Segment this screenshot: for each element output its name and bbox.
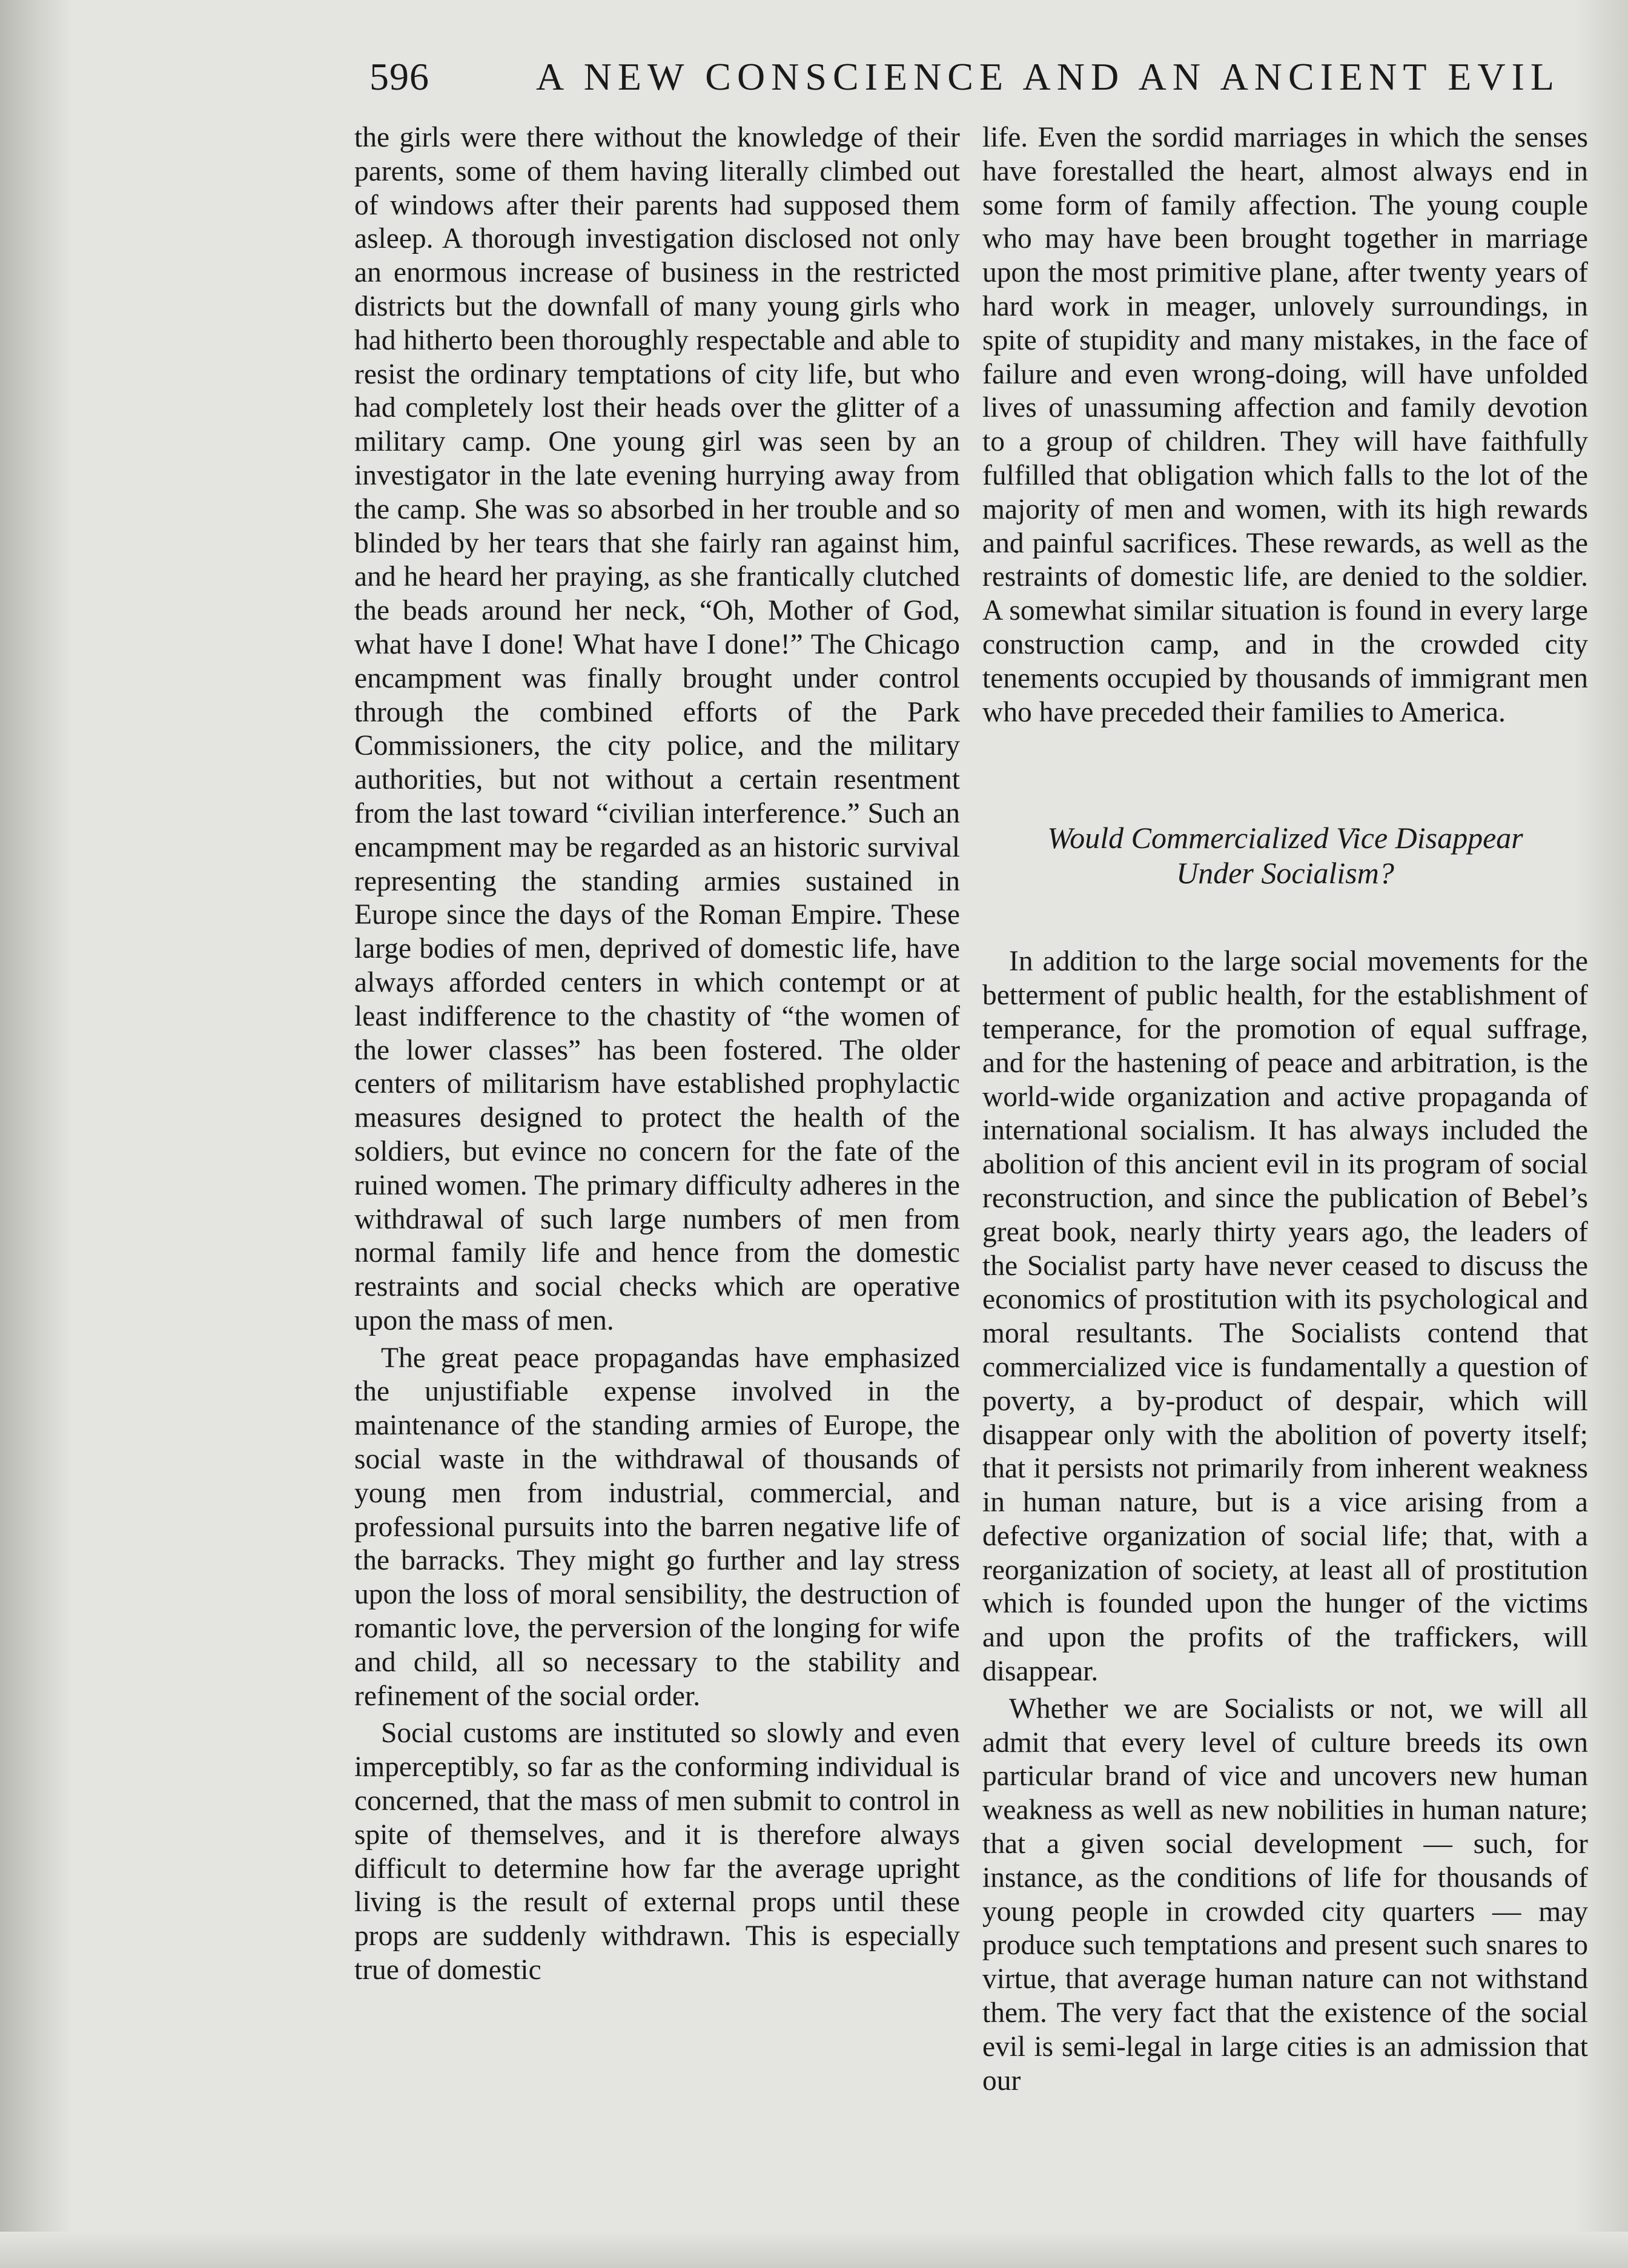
running-header xyxy=(369,50,1560,104)
running-title: A NEW CONSCIENCE AND AN ANCIENT EVIL xyxy=(536,55,1560,98)
left-column xyxy=(354,121,960,1988)
left-paragraph-1: the girls were there without the knowledge of their parents, some of them having literally climbed out of windows after their parents had supposed them asleep. A thorough investigation disclosed not only an enormous increase of business in the restricted districts but the downfall of many young girls who had hitherto been thoroughly respectable and able to resist the ordinary temptations of city life, but who had completely lost their heads over the glitter of a military camp. One young girl was seen by an investigator in the late evening hurrying away from the camp. She was so absorbed in her trouble and so blinded by her tears that she fairly ran against him, and he heard her praying, as she frantically clutched the beads around her neck, “Oh, Mother of God, what have I done! What have I done!” The Chicago encampment was finally brought under control through the combined efforts of the Park Commissioners, the city police, and the military authorities, but not without a certain resentment from the last toward “civilian interference.” Such an encampment may be regarded as an historic survival representing the standing armies sustained in Europe since the days of the Roman Empire. These large bodies of men, deprived of domestic life, have always afforded centers in which contempt or at least indifference to the chastity of “the women of the lower classes” has been fostered. The older centers of militarism have established prophylactic measures designed to protect the health of the soldiers, but evince no concern for the fate of the ruined women. The primary difficulty adheres in the withdrawal of such large numbers of men from normal family life and hence from the domestic restraints and social checks which are operative upon the mass of men. xyxy=(354,122,960,1336)
section-heading-line-2: Under Socialism? xyxy=(1176,856,1394,890)
left-paragraph-3: Social customs are instituted so slowly and even imperceptibly, so far as the conforming individual is concerned, that the mass of men submit to control in spite of themselves, and it is therefore always difficult to determine how far the average upright living is the result of external props until these props are suddenly withdrawn. This is especially true of domestic xyxy=(354,1717,960,1986)
section-heading xyxy=(982,820,1588,890)
page-number: 596 xyxy=(369,55,429,98)
right-paragraph-2: In addition to the large social movements for the betterment of public health, for the establishment of temperance, for the promotion of equal suffrage, and for the hastening of peace and arbitration, is the world-wide organization and active propaganda of international socialism. It has always included the abolition of this ancient evil in its program of social reconstruction, and since the publication of Bebel’s great book, nearly thirty years ago, the leaders of the Socialist party have never ceased to discuss the economics of prostitution with its psychological and moral resultants. The Socialists contend that commercialized vice is fundamentally a question of poverty, a by-product of despair, which will disappear only with the abolition of poverty itself; that it persists not primarily from inherent weakness in human nature, but is a vice arising from a defective organization of social life; that, with a reorganization of society, at least all of prostitution which is founded upon the hunger of the victims and upon the profits of the traffickers, will disappear. xyxy=(982,946,1588,1688)
right-paragraph-1: life. Even the sordid marriages in which the senses have forestalled the heart, almost always end in some form of family affection. The young couple who may have been brought together in marriage upon the most primitive plane, after twenty years of hard work in meager, unlovely surroundings, in spite of stupidity and many mistakes, in the face of failure and even wrong-doing, will have unfolded lives of unassuming affection and family devotion to a group of children. They will have faithfully fulfilled that obligation which falls to the lot of the majority of men and women, with its high rewards and painful sacrifices. These rewards, as well as the restraints of domestic life, are denied to the soldier. A somewhat similar situation is found in every large construction camp, and in the crowded city tenements occupied by thousands of immigrant men who have preceded their families to America. xyxy=(982,122,1588,728)
section-heading-line-1: Would Commercialized Vice Disappear xyxy=(1047,821,1523,855)
page-edge-shadow-bottom xyxy=(0,2232,1628,2268)
page-edge-shadow-left xyxy=(0,0,73,2268)
right-paragraph-3: Whether we are Socialists or not, we will all admit that every level of culture breeds its own particular brand of vice and uncovers new human weakness as well as new nobilities in human nature; that a given social development — such, for instance, as the conditions of life for thousands of young people in crowded city quarters — may produce such temptations and present such snares to virtue, that average human nature can not withstand them. The very fact that the existence of the social evil is semi-legal in large cities is an admission that our xyxy=(982,1693,1588,2097)
right-column xyxy=(982,121,1588,2098)
left-paragraph-2: The great peace propagandas have emphasized the unjustifiable expense involved in the maintenance of the standing armies of Europe, the social waste in the withdrawal of thousands of young men from industrial, commercial, and professional pursuits into the barren negative life of the barracks. They might go further and lay stress upon the loss of moral sensibility, the destruction of romantic love, the perversion of the longing for wife and child, all so necessary to the stability and refinement of the social order. xyxy=(354,1342,960,1712)
